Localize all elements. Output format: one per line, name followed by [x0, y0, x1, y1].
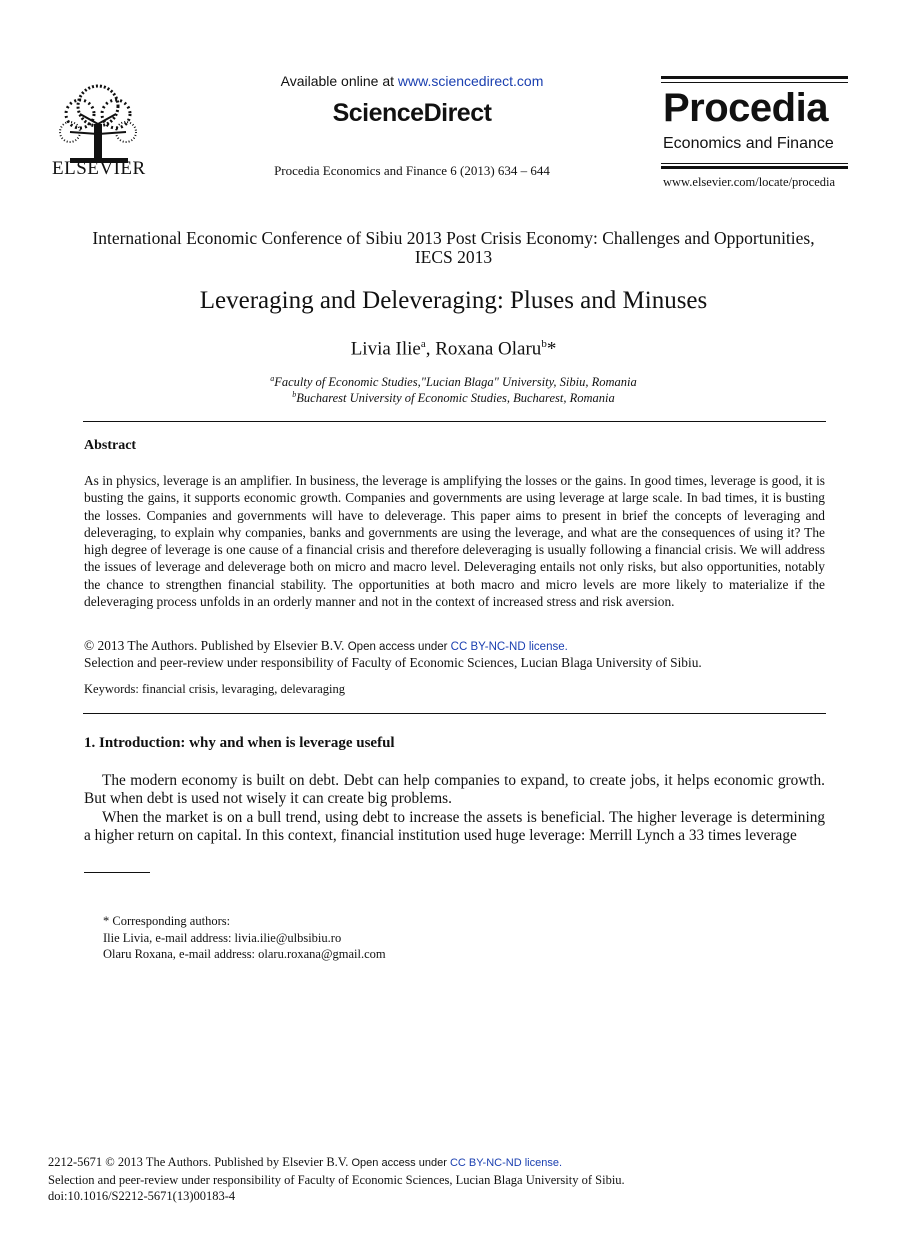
author-name: Livia Ilie: [350, 338, 421, 360]
author-separator: ,: [425, 338, 436, 360]
procedia-logo: [661, 76, 848, 196]
publisher-name: ELSEVIER: [52, 158, 146, 179]
author-name: Roxana Olaru: [435, 338, 542, 360]
conference-name: International Economic Conference of Sibiu 2013 Post Crisis Economy: Challenges and Opportunities, IECS 2013: [92, 228, 815, 267]
issn-line: [48, 1154, 625, 1172]
peer-review-line: Selection and peer-review under responsibility of Faculty of Economic Sciences, Lucian Blaga University of Sibiu.: [48, 1172, 625, 1187]
footnote-line: Ilie Livia, e-mail address: livia.ilie@ulbsibiu.ro: [103, 930, 342, 945]
procedia-url[interactable]: www.elsevier.com/locate/procedia: [663, 175, 836, 189]
footnote-rule: [84, 872, 150, 873]
peer-review-line: Selection and peer-review under responsibility of Faculty of Economic Sciences, Lucian Blaga University of Sibiu.: [84, 655, 702, 670]
procedia-title: Procedia: [663, 86, 828, 130]
affiliation-marker: b: [541, 338, 547, 350]
procedia-rule-bottom: [661, 166, 848, 169]
sciencedirect-brand: ScienceDirect: [332, 99, 492, 127]
procedia-subtitle: Economics and Finance: [663, 135, 834, 152]
divider: [83, 713, 826, 714]
paragraph: The modern economy is built on debt. Debt can help companies to expand, to create jobs, it helps economic growth. But when debt is used not wisely it can create big problems.: [84, 772, 825, 808]
procedia-rule-top: [661, 76, 848, 79]
abstract-heading: Abstract: [84, 438, 137, 453]
footnote-line: Olaru Roxana, e-mail address: olaru.roxana@gmail.com: [103, 947, 386, 961]
corresponding-star: *: [546, 338, 557, 360]
affiliation-marker: a: [270, 374, 275, 383]
keywords: Keywords: financial crisis, levaraging, delevaraging: [84, 682, 346, 696]
available-prefix: Available online at: [280, 73, 398, 89]
procedia-rule-top-thin: [661, 82, 848, 83]
affiliation-text: Faculty of Economic Studies,"Lucian Blaga" University, Sibiu, Romania: [274, 375, 637, 390]
affiliation-marker: a: [420, 338, 426, 350]
section-body: [84, 772, 825, 846]
issn-text: 2212-5671 © 2013 The Authors. Published by Elsevier B.V.: [48, 1155, 352, 1169]
license-link[interactable]: CC BY-NC-ND license.: [450, 641, 568, 653]
available-online-line: [262, 73, 562, 89]
divider: [83, 421, 826, 422]
footnote-line: * Corresponding authors:: [103, 914, 231, 928]
doi-line[interactable]: doi:10.1016/S2212-5671(13)00183-4: [48, 1189, 236, 1203]
copyright-text: © 2013 The Authors. Published by Elsevier B.V.: [84, 638, 348, 653]
affiliation-a: [90, 374, 817, 390]
abstract-body: As in physics, leverage is an amplifier. In business, the leverage is amplifying the losses or the gains. In good times, leverage is good, it is busting the gains, it supports economic growth. Companies and governments are using leverage at large scale. In bad times, it is busting the losses. Companies and governments will have to deleverage. This paper aims to present in brief the concepts of leveraging and deleveraging, to explain why companies, banks and governments are using the leverage, and what are the consequences of using it? The high degree of leverage is one cause of a financial crisis and therefore deleveraging is usually following a financial crisis. We will address the issues of leverage and deleverage both on micro and macro level. Deleveraging entails not only risks, but also opportunities, notably the chance to strengthen financial stability. The opportunities at both macro and micro levels are more likely to materialize if the deleveraging process unfolds in an orderly manner and not in the context of increased stress and risk aversion.: [84, 473, 825, 610]
affiliation-text: Bucharest University of Economic Studies, Bucharest, Romania: [296, 391, 615, 406]
open-access-text: Open access under: [347, 641, 451, 653]
license-link[interactable]: CC BY-NC-ND license.: [449, 1157, 562, 1169]
paragraph: When the market is on a bull trend, using debt to increase the assets is beneficial. The higher leverage is determining a higher return on capital. In this context, financial institution used huge leverage: Merrill Lynch a 33 times leverage: [84, 808, 825, 845]
footnote: [103, 913, 386, 963]
section-heading: 1. Introduction: why and when is leverage useful: [84, 735, 395, 751]
open-access-text: Open access under: [351, 1157, 450, 1169]
page-footer: [48, 1154, 625, 1205]
journal-reference: Procedia Economics and Finance 6 (2013) 634 – 644: [274, 163, 550, 178]
sciencedirect-link[interactable]: www.sciencedirect.com: [397, 73, 544, 89]
affiliation-marker: b: [292, 390, 297, 399]
procedia-rule-bottom-thin: [661, 163, 848, 164]
affiliation-b: [90, 390, 817, 406]
paper-title: Leveraging and Deleveraging: Pluses and Minuses: [199, 287, 708, 314]
author-list: [90, 338, 817, 360]
